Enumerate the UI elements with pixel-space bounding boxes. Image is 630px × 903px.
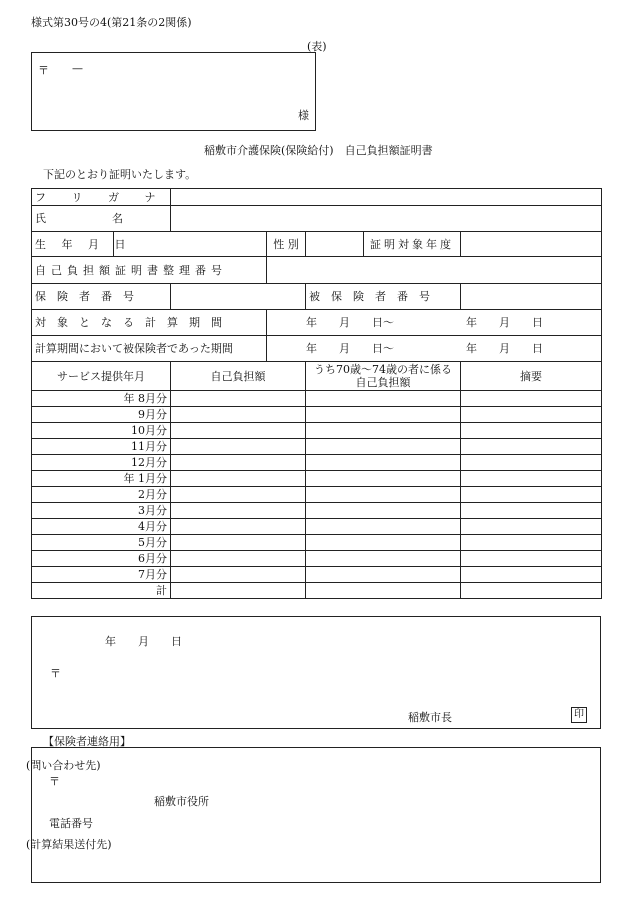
name-value[interactable] [171,206,602,232]
remarks-cell[interactable] [461,439,602,455]
document-title: 稲敷市介護保険(保険給付) 自己負担額証明書 [204,144,433,157]
copay-70-74-cell[interactable] [306,567,461,583]
cert-number-row [32,257,602,284]
copay-cell[interactable] [171,503,306,519]
cert-date: 年 月 日 [105,635,182,648]
remarks-cell[interactable] [461,487,602,503]
copay-70-74-cell[interactable] [306,439,461,455]
cert-number-label: 自己負担額証明書整理番号 [32,257,267,284]
birthdate-value[interactable] [114,232,267,257]
calc-period-to: 年 月 日 [466,316,543,329]
honorific: 様 [298,109,309,122]
header-service-month: サービス提供年月 [32,362,171,391]
insured-period-from: 年 月 日〜 [306,342,394,355]
table-row [32,471,602,487]
copay-70-74-cell[interactable] [306,535,461,551]
name-row [32,206,602,232]
copay-cell[interactable] [171,487,306,503]
table-row [32,423,602,439]
seal-mark: 印 [571,707,587,723]
contact-box [26,747,601,883]
month-label: 12月分 [32,455,171,471]
month-label: 6月分 [32,551,171,567]
sex-label: 性 別 [267,232,306,257]
table-header-row [32,362,602,391]
table-row [32,551,602,567]
calc-period-row [32,310,602,336]
month-label: 年 1月分 [32,471,171,487]
copay-cell[interactable] [171,535,306,551]
copay-70-74-cell[interactable] [306,583,461,599]
insured-period-to: 年 月 日 [466,342,543,355]
copay-70-74-cell[interactable] [306,391,461,407]
copay-70-74-cell[interactable] [306,487,461,503]
phone-label: 電話番号 [49,817,93,830]
copay-cell[interactable] [171,519,306,535]
copay-70-74-cell[interactable] [306,551,461,567]
birthdate-label: 生 年 月 日 [32,232,114,257]
copay-cell[interactable] [171,407,306,423]
office-name: 稲敷市役所 [154,795,209,808]
month-label: 年 8月分 [32,391,171,407]
table-row [32,439,602,455]
header-remarks: 摘要 [461,362,602,391]
cert-postal-mark: 〒 [50,667,61,680]
table-row [32,535,602,551]
insured-period-row [32,336,602,362]
remarks-cell[interactable] [461,471,602,487]
remarks-cell[interactable] [461,407,602,423]
header-copay-70-74 [306,362,461,391]
copay-cell[interactable] [171,551,306,567]
side-label: (表) [307,40,327,53]
table-row [32,503,602,519]
mayor-label: 稲敷市長 [408,711,452,724]
address-box [31,52,316,131]
month-label: 5月分 [32,535,171,551]
month-label: 7月分 [32,567,171,583]
copay-cell[interactable] [171,583,306,599]
copay-cell[interactable] [171,391,306,407]
contact-postal-mark: 〒 [49,775,60,788]
calc-period-from: 年 月 日〜 [306,316,394,329]
remarks-cell[interactable] [461,535,602,551]
remarks-cell[interactable] [461,567,602,583]
table-row [32,487,602,503]
month-label: 3月分 [32,503,171,519]
insured-number-label: 被 保 険 者 番 号 [306,284,461,310]
copay-70-74-cell[interactable] [306,471,461,487]
intro-text: 下記のとおり証明いたします。 [43,168,197,181]
copay-cell[interactable] [171,567,306,583]
birthdate-row [32,232,602,257]
postal-dash: — [72,62,83,75]
copay-cell[interactable] [171,423,306,439]
certification-section [31,616,601,729]
month-label: 10月分 [32,423,171,439]
cert-year-label: 証明対象年度 [364,232,461,257]
insurer-number-label: 保 険 者 番 号 [32,284,171,310]
certificate-table [31,188,602,599]
month-label: 計 [32,583,171,599]
header-copay: 自己負担額 [171,362,306,391]
month-rows [32,391,602,599]
copay-70-74-cell[interactable] [306,423,461,439]
remarks-cell[interactable] [461,519,602,535]
copay-70-74-cell[interactable] [306,503,461,519]
sex-value[interactable] [306,232,364,257]
header-copay-70-74-line2: 自己負担額 [355,376,411,389]
remarks-cell[interactable] [461,503,602,519]
calc-period-label: 対 象 と な る 計 算 期 間 [32,310,267,336]
table-row [32,583,602,599]
furigana-label: フ リ ガ ナ [32,189,171,206]
remarks-cell[interactable] [461,551,602,567]
send-to-label: (計算結果送付先) [26,838,112,851]
month-label: 9月分 [32,407,171,423]
insured-period-label: 計算期間において被保険者であった期間 [32,336,267,362]
table-row [32,519,602,535]
postal-mark: 〒 [38,64,49,77]
copay-cell[interactable] [171,439,306,455]
remarks-cell[interactable] [461,423,602,439]
inquiry-label: (問い合わせ先) [26,759,101,772]
remarks-cell[interactable] [461,583,602,599]
calc-period-value[interactable] [267,310,602,336]
table-row [32,407,602,423]
insured-period-value[interactable] [267,336,602,362]
cert-number-value[interactable] [267,257,602,284]
form-id: 様式第30号の4(第21条の2関係) [31,16,192,29]
month-label: 4月分 [32,519,171,535]
month-label: 2月分 [32,487,171,503]
month-label: 11月分 [32,439,171,455]
insurer-row [32,284,602,310]
table-row [32,567,602,583]
copay-70-74-cell[interactable] [306,407,461,423]
name-label: 氏 名 [32,206,171,232]
furigana-value[interactable] [171,189,602,206]
remarks-cell[interactable] [461,455,602,471]
header-copay-70-74-line1: うち70歳〜74歳の者に係る [314,363,452,376]
insurer-number-value[interactable] [171,284,306,310]
table-row [32,391,602,407]
table-row [32,455,602,471]
cert-year-value[interactable] [461,232,602,257]
contact-label: 【保険者連絡用】 [43,735,131,748]
copay-cell[interactable] [171,471,306,487]
copay-cell[interactable] [171,455,306,471]
copay-70-74-cell[interactable] [306,519,461,535]
remarks-cell[interactable] [461,391,602,407]
insured-number-value[interactable] [461,284,602,310]
copay-70-74-cell[interactable] [306,455,461,471]
furigana-row [32,189,602,206]
